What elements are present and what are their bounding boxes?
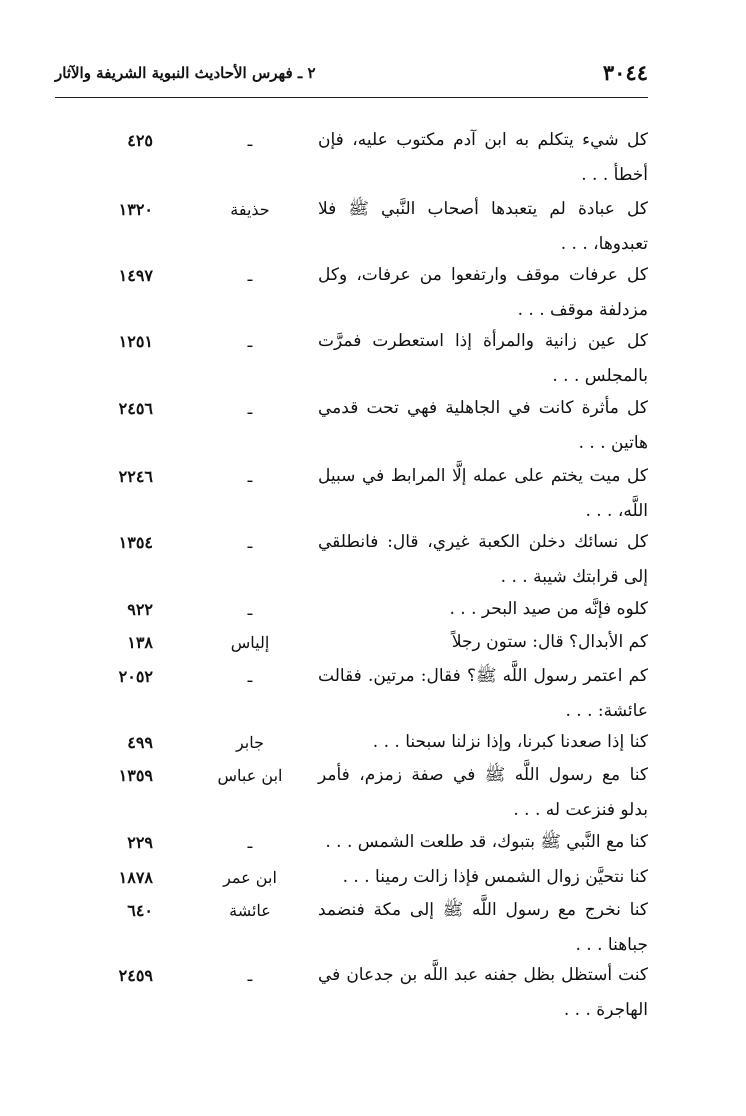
hadith-number: ١٣٢٠ [118,200,153,219]
hadith-text: كنا نخرج مع رسول اللَّه ﷺ إلى مكة فنضمد جباهنا . . . [318,900,648,955]
hadith-number: ٦٤٠ [127,901,153,920]
hadith-number: ٤٢٥ [127,131,153,150]
hadith-text: كنا مع النَّبي ﷺ بتبوك، قد طلعت الشمس . . . [325,832,648,852]
hadith-number: ١٣٨ [127,633,153,652]
narrator: ـ [247,467,253,486]
hadith-text: كل عرفات موقف وارتفعوا من عرفات، وكل مزدلفة موقف . . . [318,265,648,320]
hadith-number: ١٣٥٤ [118,533,153,552]
hadith-number: ٢٤٥٦ [118,399,153,418]
hadith-text: كم اعتمر رسول اللَّه ﷺ؟ فقال: مرتين. فقالت عائشة: . . . [318,666,648,721]
hadith-number: ١٢٥١ [118,332,153,351]
narrator: ـ [247,533,253,552]
narrator: ابن عباس [217,766,283,785]
hadith-number: ٢٤٥٩ [118,966,153,985]
page-number: ٣٠٤٤ [602,60,648,85]
narrator: جابر [235,733,265,752]
narrator: إلياس [230,633,270,652]
hadith-text: كل عبادة لم يتعبدها أصحاب النَّبي ﷺ فلا تعبدوها، . . . [318,199,648,254]
hadith-text: كم الأبدال؟ قال: ستون رجلاً [451,632,648,652]
narrator: ـ [247,667,253,686]
hadith-text: كلوه فإنَّه من صيد البحر . . . [449,599,648,619]
hadith-number: ٤٩٩ [127,733,153,752]
narrator: ـ [247,600,253,619]
narrator: عائشة [229,901,271,920]
header-divider [55,97,648,98]
narrator: حذيفة [230,200,270,219]
narrator: ـ [247,966,253,985]
running-title: ٢ ـ فهرس الأحاديث النبوية الشريفة والآثار [55,64,316,82]
hadith-text: كل عين زانية والمرأة إذا استعطرت فمرَّت بالمجلس . . . [318,331,648,386]
hadith-number: ٢٢٤٦ [118,467,153,486]
hadith-text: كل مأثرة كانت في الجاهلية فهي تحت قدمي هاتين . . . [318,398,648,453]
narrator: ـ [247,131,253,150]
hadith-text: كنا إذا صعدنا كبرنا، وإذا نزلنا سبحنا . . . [372,732,648,752]
hadith-text: كنا نتحيَّن زوال الشمس فإذا زالت رمينا . . . [342,867,648,887]
page-header [55,56,648,92]
narrator: ـ [247,332,253,351]
hadith-text: كل ميت يختم على عمله إلَّا المرابط في سبيل اللَّه، . . . [318,466,648,521]
hadith-text: كنا مع رسول اللَّه ﷺ في صفة زمزم، فأمر بدلو فنزعت له . . . [318,765,648,820]
hadith-text: كل شيء يتكلم به ابن آدم مكتوب عليه، فإن أخطأ . . . [318,130,648,185]
hadith-number: ١٤٩٧ [118,266,153,285]
narrator: ـ [247,266,253,285]
hadith-number: ٩٢٢ [127,600,153,619]
hadith-number: ٢٢٩ [127,833,153,852]
hadith-text: كنت أستظل بظل جفنه عبد اللَّه بن جدعان في الهاجرة . . . [318,965,648,1020]
narrator: ـ [247,399,253,418]
hadith-number: ١٨٧٨ [118,868,153,887]
hadith-number: ٢٠٥٢ [118,667,153,686]
narrator: ـ [247,833,253,852]
narrator: ابن عمر [223,868,277,887]
hadith-text: كل نسائك دخلن الكعبة غيري، قال: فانطلقي إلى قرابتك شيبة . . . [318,532,648,587]
hadith-number: ١٣٥٩ [118,766,153,785]
